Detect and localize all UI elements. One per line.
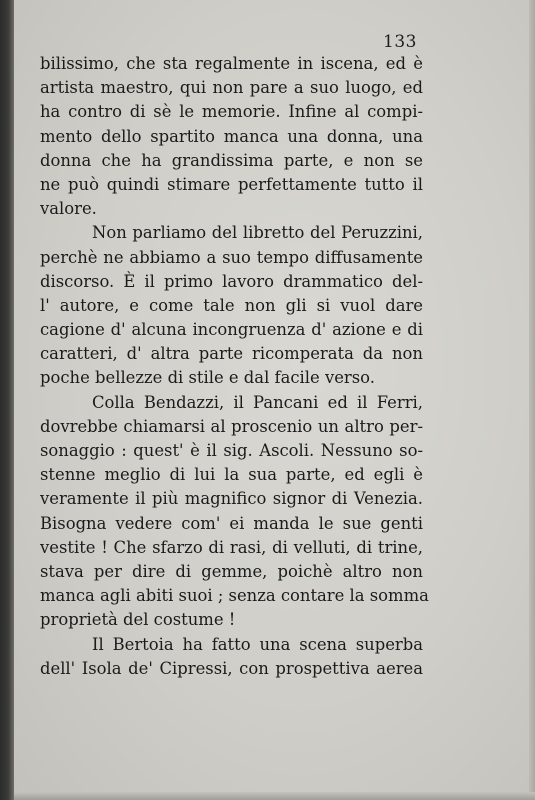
text-line: discorso. È il primo lavoro drammatico del- [40, 271, 423, 291]
page-right-edge [529, 0, 535, 800]
text-line: Colla Bendazzi, il Pancani ed il Ferri, [92, 392, 423, 412]
book-page [14, 0, 535, 800]
body-text [40, 52, 429, 681]
text-line: ne può quindi stimare perfettamente tutto il [40, 174, 423, 194]
text-line: caratteri, d' altra parte ricomperata da non [40, 344, 423, 364]
text-line: artista maestro, qui non pare a suo luogo, ed [40, 78, 423, 98]
text-line: valore. [40, 199, 97, 219]
text-line: donna che ha grandissima parte, e non se [40, 150, 423, 170]
text-line: vestite ! Che sfarzo di rasi, di velluti, di trine, [40, 537, 423, 557]
text-line: Il Bertoia ha fatto una scena superba [92, 634, 423, 654]
paragraph [40, 633, 423, 681]
text-line: veramente il più magnifico signor di Venezia. [40, 489, 423, 509]
text-line: cagione d' alcuna incongruenza d' azione e di [40, 320, 423, 340]
text-line: stava per dire di gemme, poichè altro non [40, 561, 423, 581]
text-line: Bisogna vedere com' ei manda le sue genti [40, 513, 423, 533]
text-line: l' autore, e come tale non gli si vuol dare [40, 295, 423, 315]
text-line: poche bellezze di stile e dal facile verso. [40, 368, 375, 388]
text-line: manca agli abiti suoi ; senza contare la somma [40, 586, 429, 606]
text-line: sonaggio : quest' è il sig. Ascoli. Nessuno so- [40, 441, 423, 460]
page-bottom-edge [14, 792, 535, 800]
page-number: 133 [383, 32, 417, 52]
book-spine-shadow [0, 0, 14, 800]
paragraph [40, 52, 423, 221]
paragraph [40, 221, 423, 390]
text-line: dovrebbe chiamarsi al proscenio un altro per- [40, 416, 423, 436]
text-line: proprietà del costume ! [40, 610, 236, 630]
text-line: Non parliamo del libretto del Peruzzini, [92, 223, 423, 243]
paragraph [40, 391, 429, 633]
text-line: mento dello spartito manca una donna, una [40, 126, 423, 146]
text-line: dell' Isola de' Cipressi, con prospettiva aerea [40, 658, 423, 678]
text-line: bilissimo, che sta regalmente in iscena, ed è [40, 54, 423, 73]
text-line: perchè ne abbiamo a suo tempo diffusamente [40, 247, 423, 267]
text-line: stenne meglio di lui la sua parte, ed egli è [40, 465, 423, 485]
text-line: ha contro di sè le memorie. Infine al compi- [40, 102, 423, 122]
